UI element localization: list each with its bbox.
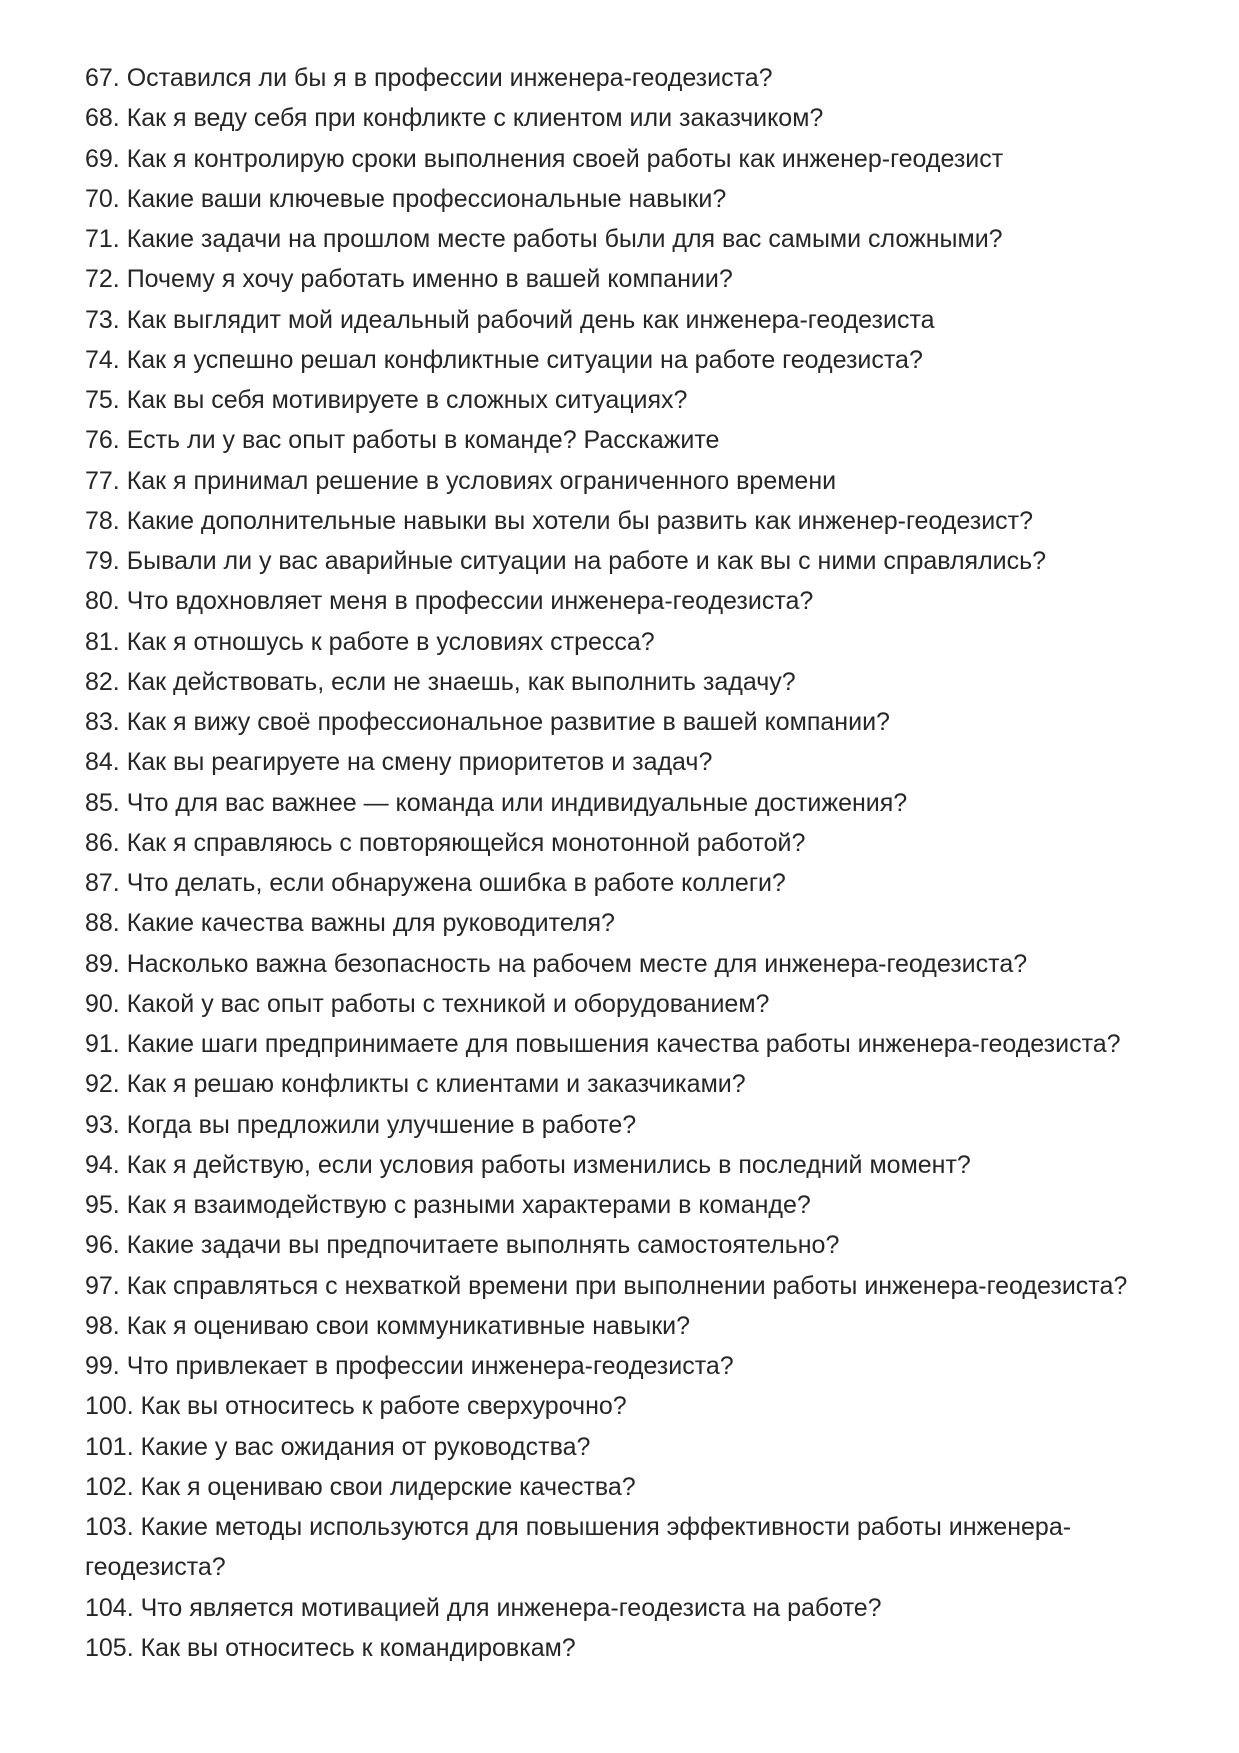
question-item: 104. Что является мотивацией для инженера-геодезиста на работе? [85,1593,882,1622]
question-item: 68. Как я веду себя при конфликте с клиентом или заказчиком? [85,104,824,133]
question-item: 91. Какие шаги предпринимаете для повышения качества работы инженера-геодезиста? [85,1030,1121,1058]
question-item: 71. Какие задачи на прошлом месте работы были для вас самыми сложными? [85,225,1003,253]
question-item: 96. Какие задачи вы предпочитаете выполнять самостоятельно? [85,1231,840,1260]
question-item: 85. Что для вас важнее — команда или индивидуальные достижения? [85,788,908,817]
questions-list [85,58,1159,1668]
question-item: 98. Как я оцениваю свои коммуникативные навыки? [85,1311,691,1340]
question-item: 72. Почему я хочу работать именно в вашей компании? [85,265,733,294]
question-item: 99. Что привлекает в профессии инженера-геодезиста? [85,1352,734,1380]
question-item: 77. Как я принимал решение в условиях ограниченного времени [85,466,837,495]
question-item: 76. Есть ли у вас опыт работы в команде? Расскажите [85,426,720,455]
question-item: 92. Как я решаю конфликты с клиентами и заказчиками? [85,1070,746,1099]
question-item: 90. Какой у вас опыт работы с техникой и оборудованием? [85,989,770,1018]
question-item: 100. Как вы относитесь к работе сверхурочно? [85,1392,627,1421]
question-item: 101. Какие у вас ожидания от руководства? [85,1432,591,1461]
question-item: 70. Какие ваши ключевые профессиональные навыки? [85,184,727,213]
question-item: 84. Как вы реагируете на смену приоритетов и задач? [85,748,713,777]
question-item: 86. Как я справляюсь с повторяющейся монотонной работой? [85,828,806,857]
question-item: 93. Когда вы предложили улучшение в работе? [85,1110,637,1139]
question-item: 94. Как я действую, если условия работы изменились в последний момент? [85,1150,971,1179]
question-item: 89. Насколько важна безопасность на рабочем месте для инженера-геодезиста? [85,949,1028,978]
question-item: 74. Как я успешно решал конфликтные ситуации на работе геодезиста? [85,345,923,374]
question-item: 82. Как действовать, если не знаешь, как выполнить задачу? [85,667,796,696]
question-item: 73. Как выглядит мой идеальный рабочий день как инженера-геодезиста [85,305,935,334]
question-item: 69. Как я контролирую сроки выполнения своей работы как инженер-геодезист [85,144,1004,173]
question-item: 102. Как я оцениваю свои лидерские качества? [85,1472,636,1501]
question-item: 103. Какие методы используются для повышения эффективности работы инженера-геодезиста? [85,1513,1072,1582]
question-item: 81. Как я отношусь к работе в условиях стресса? [85,627,655,656]
question-item: 78. Какие дополнительные навыки вы хотели бы развить как инженер-геодезист? [85,506,1034,535]
question-item: 95. Как я взаимодействую с разными характерами в команде? [85,1191,811,1219]
question-item: 88. Какие качества важны для руководителя? [85,909,615,938]
question-item: 75. Как вы себя мотивируете в сложных ситуациях? [85,386,688,414]
question-item: 80. Что вдохновляет меня в профессии инженера-геодезиста? [85,587,814,616]
question-item: 79. Бывали ли у вас аварийные ситуации на работе и как вы с ними справлялись? [85,547,1047,575]
question-item: 87. Что делать, если обнаружена ошибка в работе коллеги? [85,869,786,897]
question-item: 105. Как вы относитесь к командировкам? [85,1633,576,1662]
question-item: 83. Как я вижу своё профессиональное развитие в вашей компании? [85,708,890,736]
question-item: 97. Как справляться с нехваткой времени при выполнении работы инженера-геодезиста? [85,1271,1128,1300]
question-item: 67. Оставился ли бы я в профессии инженера-геодезиста? [85,64,773,92]
